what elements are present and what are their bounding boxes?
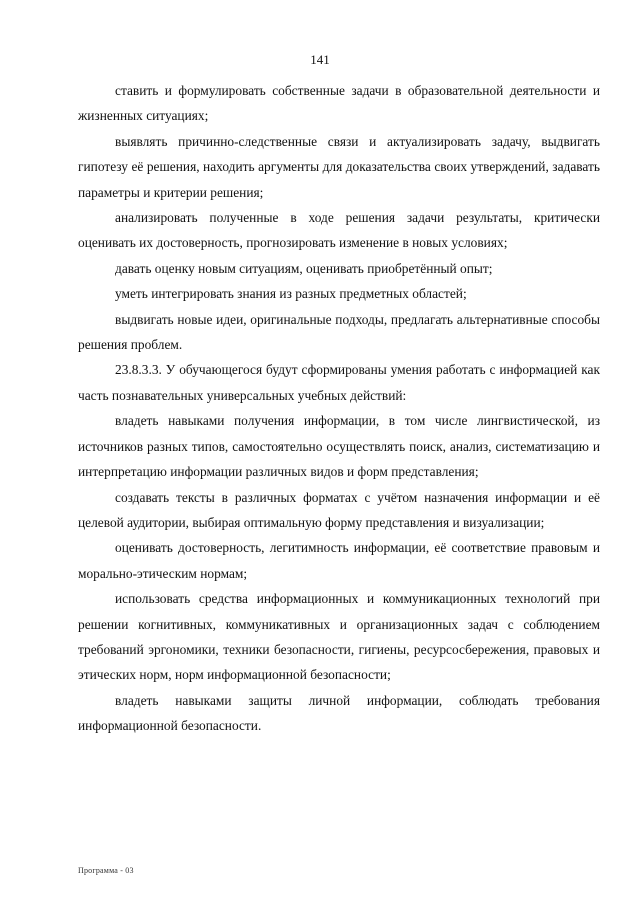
- paragraph-6: выдвигать новые идеи, оригинальные подходы, предлагать альтернативные способы решения проблем.: [78, 311, 600, 353]
- paragraph-12: владеть навыками защиты личной информации, соблюдать требования информационной безопасности.: [78, 692, 600, 734]
- paragraph-10: оценивать достоверность, легитимность информации, её соответствие правовым и морально-этическим нормам;: [78, 540, 600, 581]
- paragraph-2: выявлять причинно-следственные связи и актуализировать задачу, выдвигать гипотезу её решения, находить аргументы для доказательства своих утверждений, задавать параметры и критерии решения;: [78, 133, 600, 200]
- document-body: [78, 78, 600, 739]
- page-footer: Программа - 03: [78, 866, 134, 875]
- section-heading-23-8-3-3: 23.8.3.3. У обучающегося будут сформированы умения работать с информацией как часть познавательных универсальных учебных действий:: [78, 362, 600, 403]
- paragraph-5: уметь интегрировать знания из разных предметных областей;: [115, 286, 467, 302]
- paragraph-8: владеть навыками получения информации, в том числе лингвистической, из источников разных типов, самостоятельно осуществлять поиск, анализ, систематизацию и интерпретацию информации различных видов и форм представления;: [78, 413, 600, 480]
- paragraph-4: давать оценку новым ситуациям, оценивать приобретённый опыт;: [115, 260, 493, 276]
- paragraph-9: создавать тексты в различных форматах с учётом назначения информации и её целевой аудитории, выбирая оптимальную форму представления и визуализации;: [78, 489, 600, 530]
- page-number: 141: [310, 52, 330, 67]
- paragraph-3: анализировать полученные в ходе решения задачи результаты, критически оценивать их достоверность, прогнозировать изменение в новых условиях;: [78, 210, 600, 251]
- paragraph-11: использовать средства информационных и коммуникационных технологий при решении когнитивных, коммуникативных и организационных задач с соблюдением требований эргономики, техники безопасности, гигиены, ресурсосбережения, правовых и этических норм, норм информационной безопасности;: [78, 591, 600, 683]
- paragraph-1: ставить и формулировать собственные задачи в образовательной деятельности и жизненных ситуациях;: [78, 83, 600, 124]
